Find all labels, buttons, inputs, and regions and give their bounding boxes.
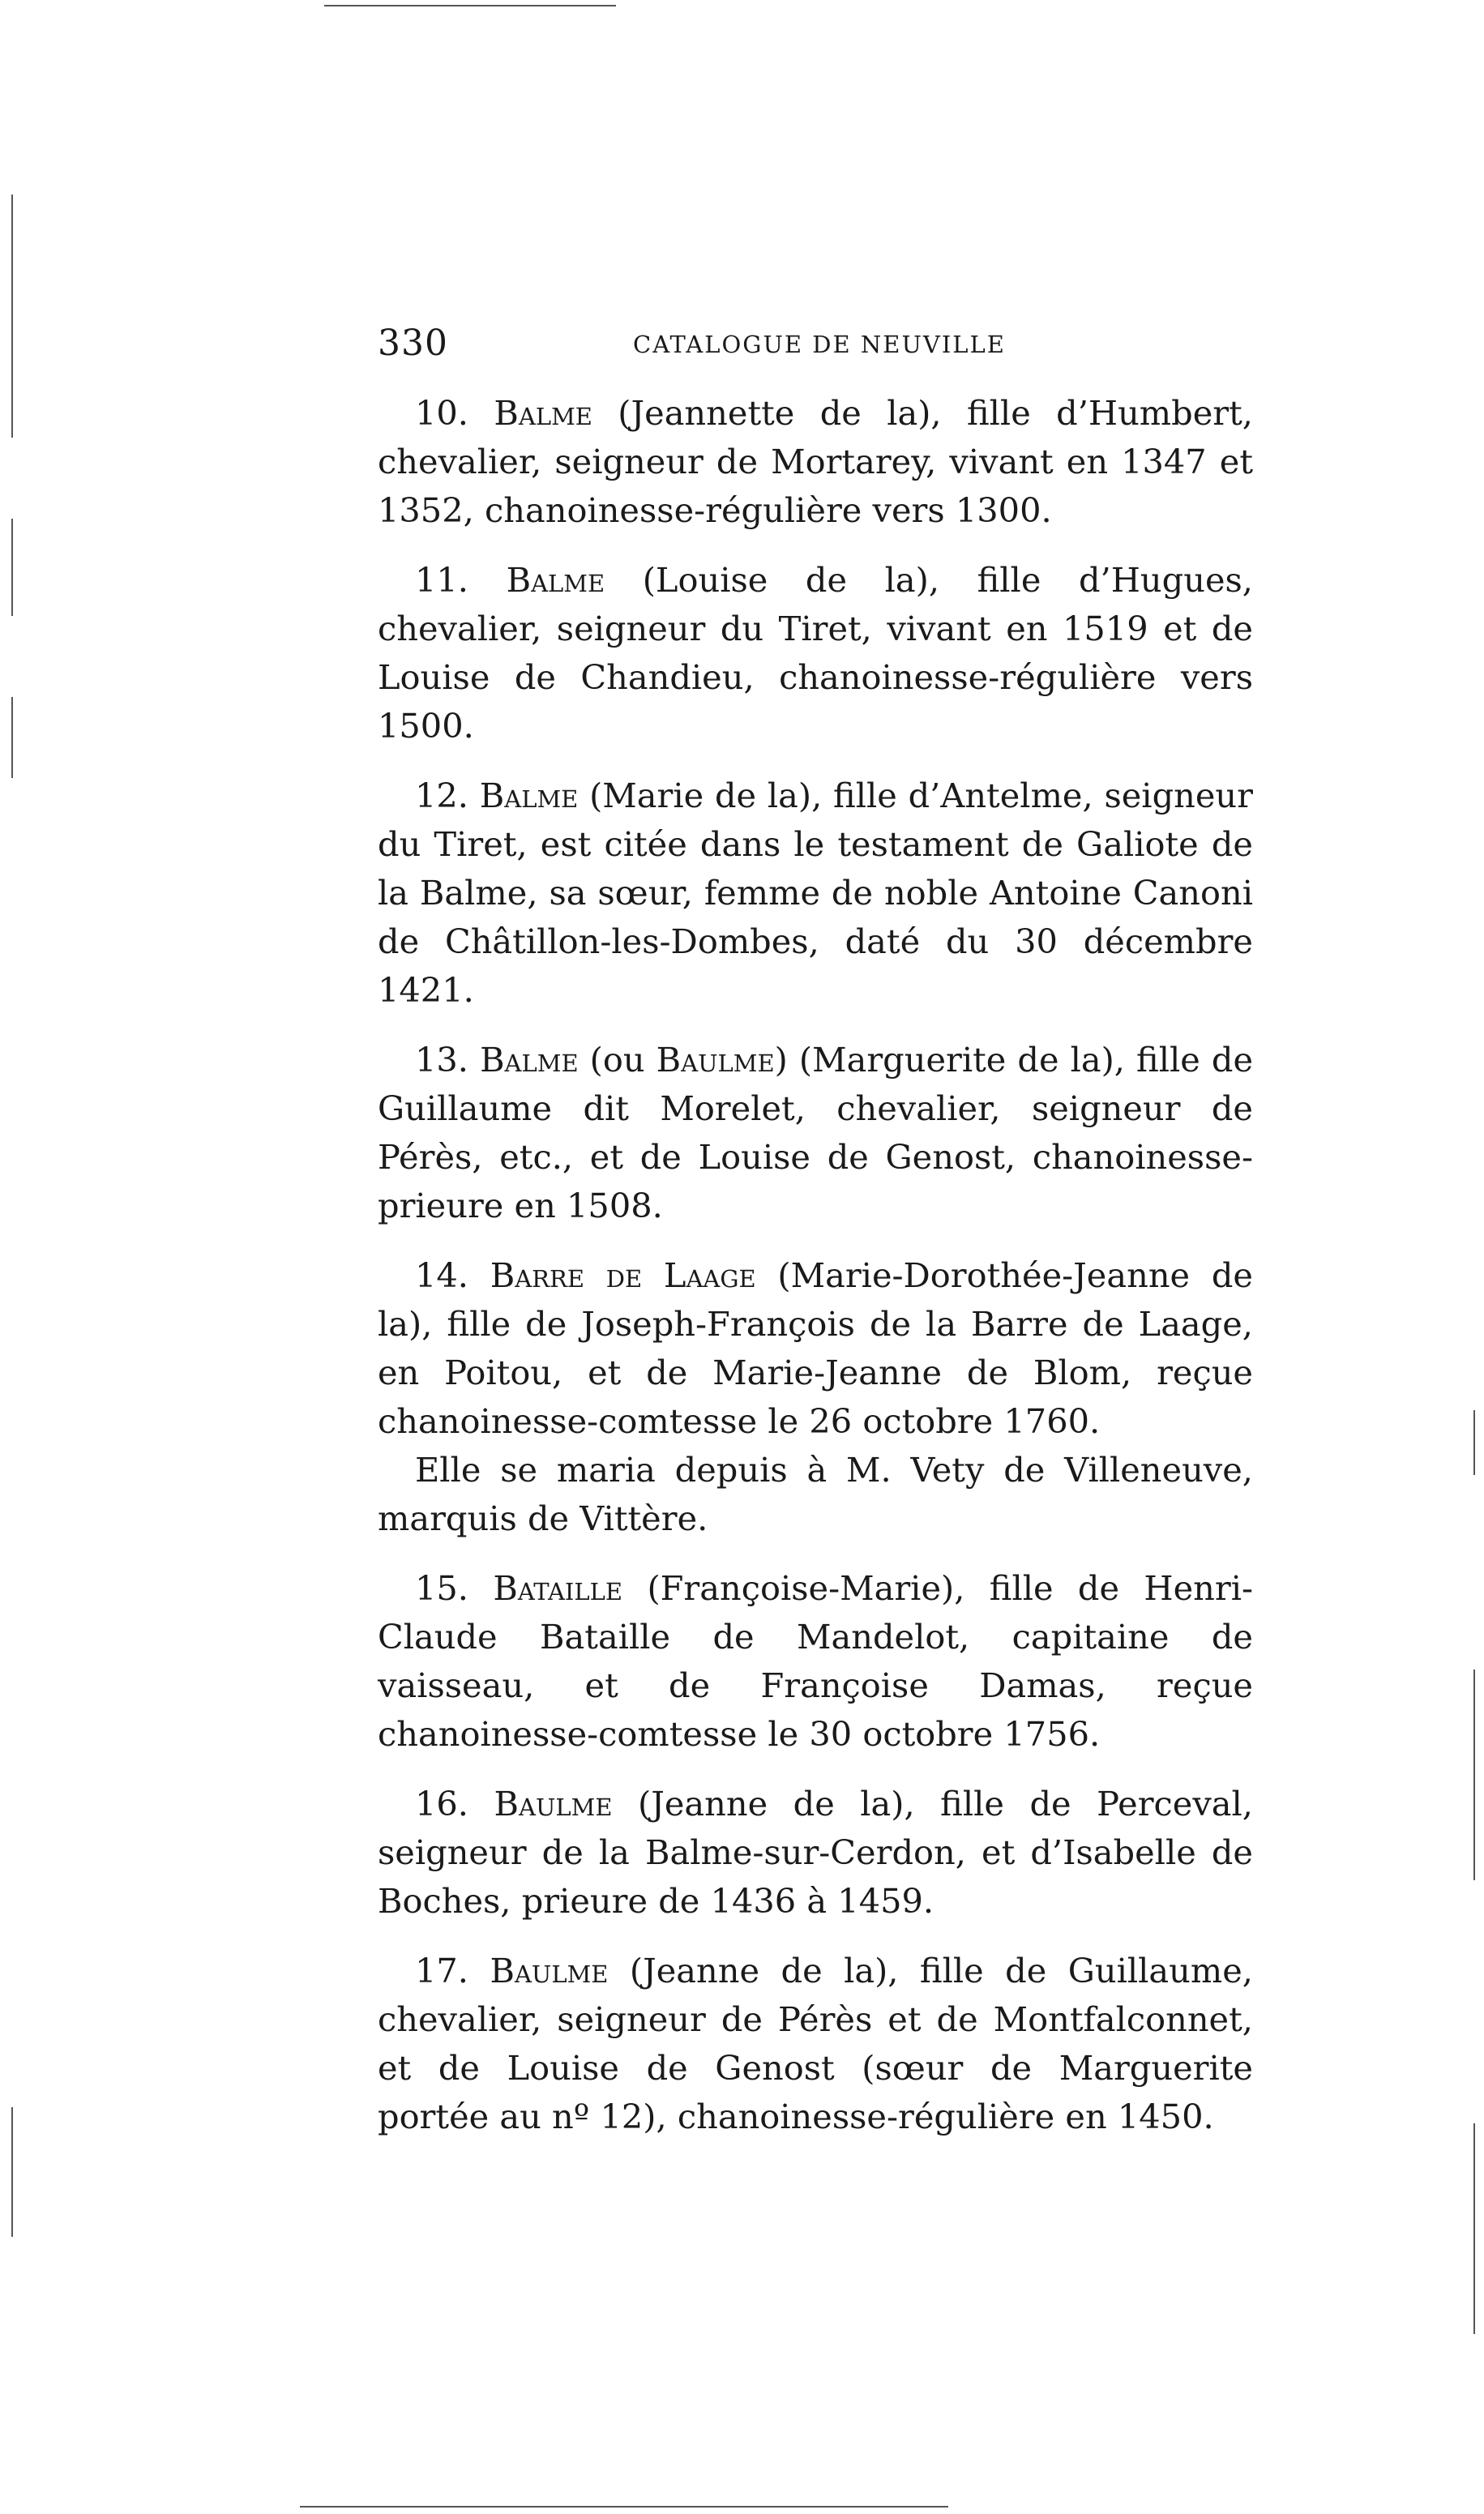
- entry-text: (Jeanne de la), fille de Guillaume, chevalier, seigneur de Pérès et de Montfalconnet, et de Louise de Genost (sœur de Marguerite portée au nº 12), chanoinesse-régulière en 1450.: [378, 1951, 1253, 2136]
- entry-text: ) (Marguerite de la), fille de Guillaume dit Morelet, chevalier, seigneur de Pérès, etc., et de Louise de Genost, chanoinesse-prieure en 1508.: [378, 1040, 1253, 1225]
- scan-border-left-4: [11, 2107, 13, 2237]
- entry-text: (Louise de la), fille d’Hugues, chevalier, seigneur du Tiret, vivant en 1519 et de Louise de Chandieu, chanoinesse-régulière vers 1500.: [378, 560, 1253, 746]
- entry-number: 17.: [415, 1951, 468, 1990]
- entry-10: [378, 389, 1253, 535]
- entry-family-name: Baulme: [490, 1951, 609, 1990]
- entry-text: (Jeannette de la), fille d’Humbert, chevalier, seigneur de Mortarey, vivant en 1347 et 1352, chanoinesse-régulière vers 1300.: [378, 393, 1253, 530]
- scan-border-left-1: [11, 195, 13, 438]
- entry-number: 12.: [415, 776, 468, 815]
- entry-text: (Marie de la), fille d’Antelme, seigneur du Tiret, est citée dans le testament de Galiote de la Balme, sa sœur, femme de noble Antoine Canoni de Châtillon-les-Dombes, daté du 30 décembre 1421.: [378, 776, 1253, 1010]
- entry-number: 11.: [415, 560, 468, 600]
- entry-family-name: Balme: [479, 776, 579, 815]
- entry-13: [378, 1036, 1253, 1230]
- entry-alt-family-name: Baulme: [656, 1040, 775, 1080]
- scan-border-left-2: [11, 519, 13, 616]
- scan-border-right-3: [1473, 2123, 1475, 2334]
- entry-number: 16.: [415, 1784, 468, 1824]
- entry-continuation: Elle se maria depuis à M. Vety de Villeneuve, marquis de Vittère.: [378, 1450, 1253, 1538]
- entry-family-name: Bataille: [493, 1568, 623, 1608]
- scan-border-right-1: [1473, 1410, 1475, 1475]
- entry-family-name: Balme: [506, 560, 605, 600]
- entry-family-name: Baulme: [494, 1784, 613, 1824]
- entry-family-name: Barre de Laage: [490, 1255, 756, 1295]
- entry-text: (Jeanne de la), fille de Perceval, seigneur de la Balme-sur-Cerdon, et d’Isabelle de Boches, prieure de 1436 à 1459.: [378, 1784, 1253, 1921]
- page-number: 330: [378, 323, 448, 364]
- running-title: CATALOGUE DE NEUVILLE: [633, 331, 1006, 358]
- catalogue-entries: [378, 389, 1253, 2162]
- entry-text-prefix: (ou: [578, 1040, 656, 1080]
- entry-number: 15.: [415, 1568, 468, 1608]
- entry-family-name: Balme: [494, 393, 592, 433]
- entry-number: 10.: [415, 393, 468, 433]
- scan-border-top: [324, 5, 616, 6]
- entry-text: (Marie-Dorothée-Jeanne de la), fille de Joseph-François de la Barre de Laage, en Poitou, et de Marie-Jeanne de Blom, reçue chanoinesse-comtesse le 26 octobre 1760.: [378, 1255, 1253, 1441]
- entry-12: [378, 772, 1253, 1015]
- entry-16: [378, 1780, 1253, 1926]
- entry-14: [378, 1251, 1253, 1543]
- entry-15: [378, 1564, 1253, 1759]
- scan-border-bottom: [300, 2506, 948, 2508]
- entry-number: 14.: [415, 1255, 468, 1295]
- entry-family-name: Balme: [480, 1040, 579, 1080]
- entry-17: [378, 1947, 1253, 2141]
- scan-border-left-3: [11, 697, 13, 778]
- entry-number: 13.: [415, 1040, 468, 1080]
- entry-text: (Françoise-Marie), fille de Henri-Claude Bataille de Mandelot, capitaine de vaisseau, et de Françoise Damas, reçue chanoinesse-comtesse le 30 octobre 1756.: [378, 1568, 1254, 1754]
- entry-11: [378, 556, 1253, 750]
- page-header: [378, 323, 1253, 371]
- scan-border-right-2: [1473, 1670, 1475, 1880]
